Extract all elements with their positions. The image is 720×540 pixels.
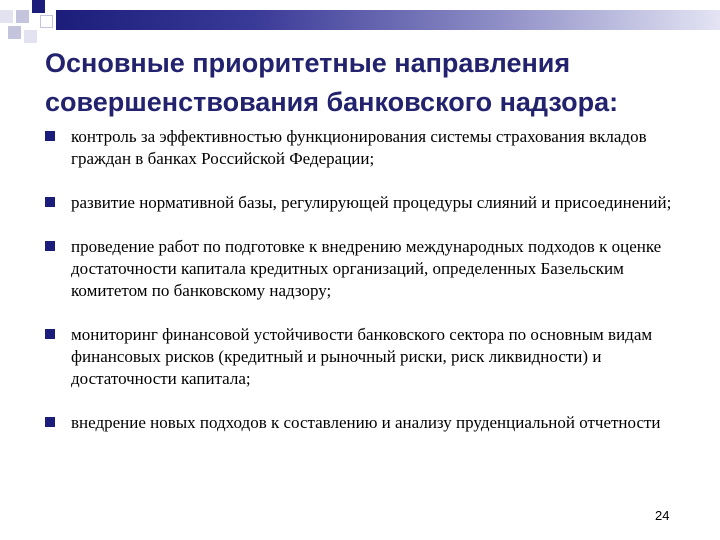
bullet-text: внедрение новых подходов к составлению и анализу пруденциальной отчетности [71, 413, 661, 432]
square-bullet-icon [45, 131, 55, 141]
bullet-text: проведение работ по подготовке к внедрению международных подходов к оценке достаточности капитала кредитных организаций, определенных Базельским комитетом по банковскому надзору; [71, 237, 662, 300]
square-bullet-icon [45, 197, 55, 207]
square-bullet-icon [45, 417, 55, 427]
bullet-list [45, 126, 685, 456]
list-item [45, 236, 685, 302]
decorative-square [8, 26, 21, 39]
list-item [45, 324, 685, 390]
bullet-text: контроль за эффективностью функционирования системы страхования вкладов граждан в банках Российской Федерации; [71, 127, 647, 168]
decorative-square [24, 30, 37, 43]
list-item [45, 412, 685, 434]
square-bullet-icon [45, 241, 55, 251]
decorative-square [32, 0, 45, 13]
gradient-bar [56, 10, 720, 30]
list-item [45, 126, 685, 170]
decorative-square [16, 10, 29, 23]
bullet-text: развитие нормативной базы, регулирующей процедуры слияний и присоединений; [71, 193, 672, 212]
decorative-header-band [0, 0, 720, 48]
decorative-square [40, 15, 53, 28]
list-item [45, 192, 685, 214]
page-number: 24 [655, 508, 670, 523]
bullet-text: мониторинг финансовой устойчивости банковского сектора по основным видам финансовых рисков (кредитный и рыночный риски, риск ликвидности) и достаточности капитала; [71, 325, 653, 388]
decorative-square [0, 10, 13, 23]
slide-title: Основные приоритетные направления совершенствования банковского надзора: [45, 48, 619, 117]
square-bullet-icon [45, 329, 55, 339]
